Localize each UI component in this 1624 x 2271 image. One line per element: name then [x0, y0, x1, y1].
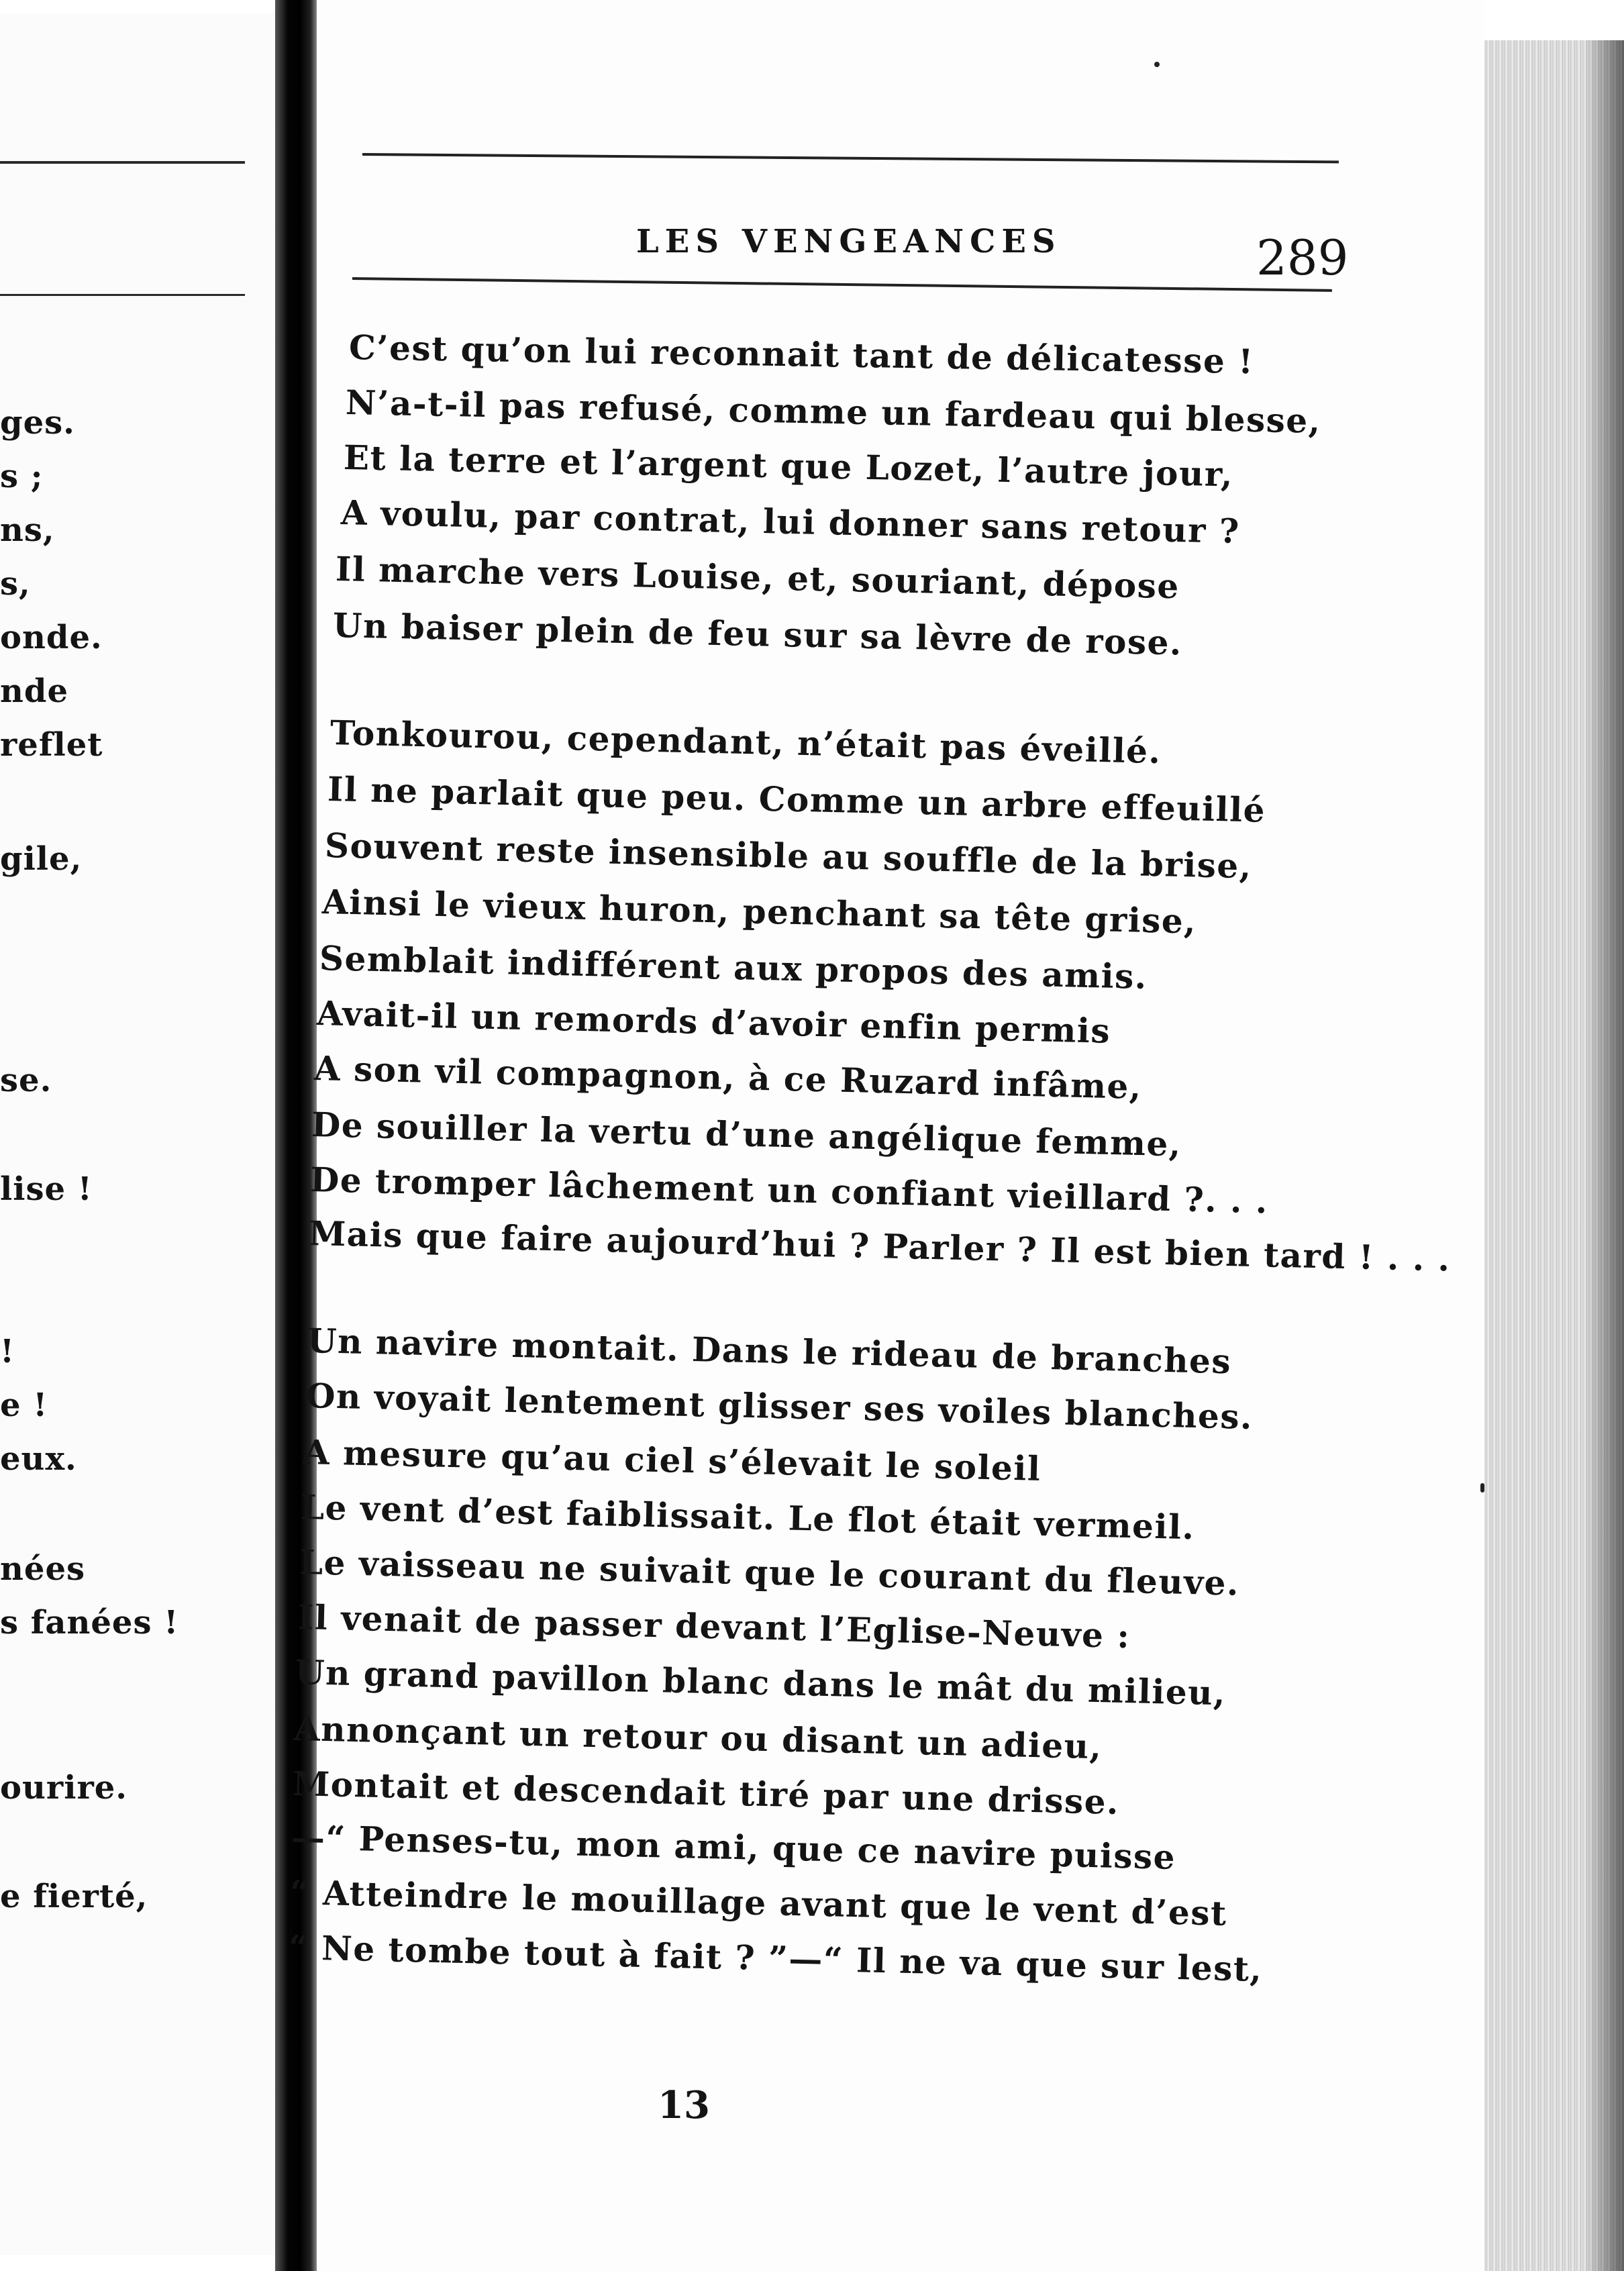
left-page-line: e !: [0, 1386, 48, 1424]
verse-line: Semblait indifférent aux propos des amis.: [319, 938, 1148, 997]
verse-line: A voulu, par contrat, lui donner sans retour ?: [340, 493, 1241, 552]
verse-line: Il ne parlait que peu. Comme un arbre effeuillé: [327, 769, 1266, 830]
left-page-line: onde.: [0, 619, 103, 656]
page-number: 289: [1256, 230, 1349, 286]
left-page-line: e fierté,: [0, 1878, 148, 1915]
verse-line: Un baiser plein de feu sur sa lèvre de rose.: [332, 605, 1183, 663]
verse-line: On voyait lentement glisser ses voiles blanches.: [305, 1376, 1254, 1437]
verse-line: Le vaisseau ne suivait que le courant du fleuve.: [299, 1542, 1240, 1603]
verse-line: De tromper lâchement un confiant vieillard ?. . .: [309, 1160, 1269, 1221]
verse-line: A mesure qu’au ciel s’élevait le soleil: [303, 1432, 1042, 1488]
left-page-line: lise !: [0, 1170, 93, 1208]
page-edges-shadow: [1584, 40, 1624, 2271]
left-page-line: nées: [0, 1550, 85, 1588]
left-page-line: nde: [0, 672, 68, 710]
verse-line: “ Atteindre le mouillage avant que le vent d’est: [289, 1872, 1228, 1933]
left-page-top-rule: [0, 161, 245, 164]
running-title: LES VENGEANCES: [636, 223, 1062, 260]
verse-line: Il venait de passer devant l’Eglise-Neuve :: [297, 1597, 1131, 1656]
verse-line: Un grand pavillon blanc dans le mât du milieu,: [295, 1652, 1227, 1713]
left-page-line: ges.: [0, 404, 75, 442]
left-page-line: ourire.: [0, 1769, 128, 1807]
verse-line: Montait et descendait tiré par une drisse.: [292, 1764, 1120, 1822]
left-page-line: !: [0, 1333, 15, 1370]
speck-mark: [1480, 1483, 1484, 1493]
verse-line: C’est qu’on lui reconnait tant de délicatesse !: [348, 327, 1255, 382]
verse-line: Avait-il un remords d’avoir enfin permis: [316, 993, 1111, 1051]
verse-line: —“ Penses-tu, mon ami, que ce navire puisse: [291, 1817, 1176, 1877]
left-page-line: s,: [0, 565, 31, 603]
verse-line: Le vent d’est faiblissait. Le flot était vermeil.: [300, 1487, 1196, 1548]
left-page-line: ns,: [0, 511, 55, 549]
verse-line: Et la terre et l’argent que Lozet, l’autre jour,: [343, 438, 1234, 495]
left-page-line: se.: [0, 1062, 52, 1099]
verse-line: Il marche vers Louise, et, souriant, dépose: [335, 549, 1180, 607]
verse-line: Mais que faire aujourd’hui ? Parler ? Il est bien tard ! . . .: [308, 1213, 1452, 1279]
verse-line: Tonkourou, cependant, n’était pas éveillé.: [329, 713, 1162, 772]
verse-line: “ Ne tombe tout à fait ? ”—“ Il ne va que sur lest,: [288, 1927, 1264, 1989]
verse-line: A son vil compagnon, à ce Ruzard infâme,: [313, 1048, 1143, 1107]
verse-line: Souvent reste insensible au souffle de la brise,: [324, 825, 1253, 887]
left-page-line: gile,: [0, 840, 83, 878]
signature-mark: 13: [658, 2083, 710, 2127]
speck-mark: [1154, 62, 1160, 67]
verse-line: N’a-t-il pas refusé, comme un fardeau qui blesse,: [345, 383, 1322, 441]
left-facing-page: [0, 13, 275, 2255]
verse-line: Annonçant un retour ou disant un adieu,: [293, 1709, 1103, 1767]
left-page-line: s ;: [0, 458, 44, 495]
left-page-line: reflet: [0, 726, 103, 764]
verse-line: De souiller la vertu d’une angélique femme,: [311, 1105, 1182, 1164]
left-page-line: eux.: [0, 1440, 77, 1478]
verse-line: Ainsi le vieux huron, penchant sa tête grise,: [321, 882, 1197, 942]
left-page-header-rule: [0, 294, 245, 296]
left-page-line: s fanées !: [0, 1604, 179, 1642]
verse-line: Un navire montait. Dans le rideau de branches: [307, 1321, 1232, 1382]
